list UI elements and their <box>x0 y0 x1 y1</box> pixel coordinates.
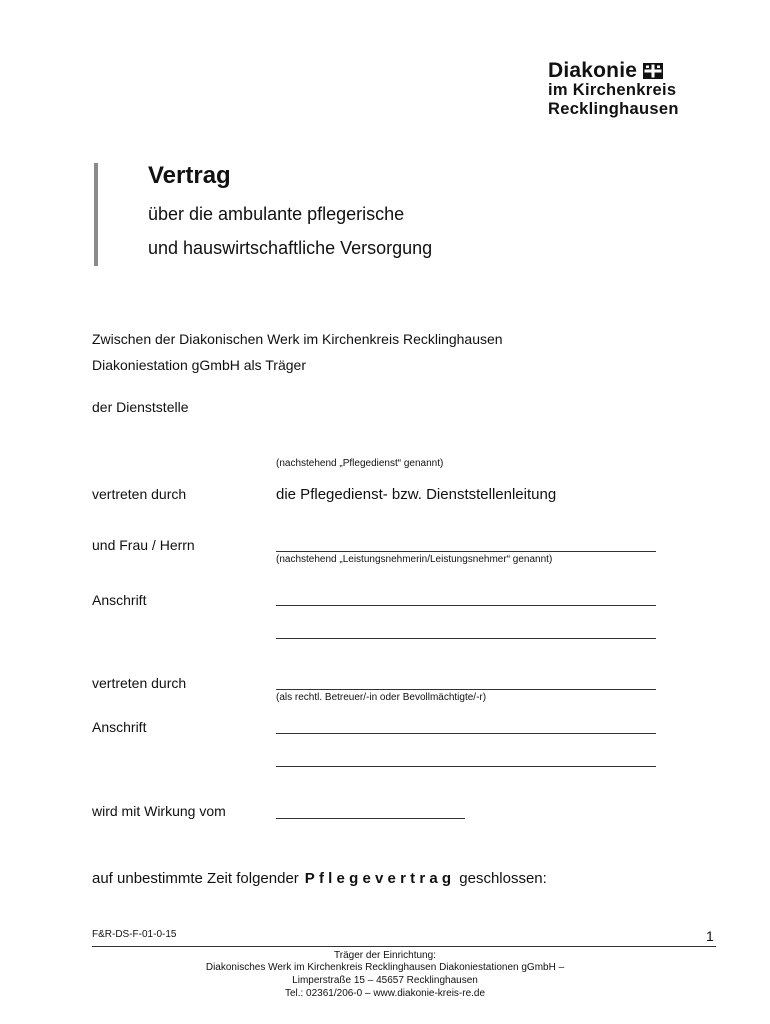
diakonie-cross-icon <box>643 63 663 79</box>
frau-herrn-label: und Frau / Herrn <box>92 537 195 553</box>
footer-divider <box>92 946 716 947</box>
footer-line-1: Träger der Einrichtung: <box>334 950 436 961</box>
document-subtitle-1: über die ambulante pflegerische <box>148 204 405 224</box>
anschrift-label: Anschrift <box>92 592 147 608</box>
closing-prefix: auf unbestimmte Zeit folgender <box>92 870 299 887</box>
diakonie-logo <box>548 60 679 119</box>
page-number: 1 <box>706 928 714 944</box>
intro-line-1: Zwischen der Diakonischen Werk im Kirchenkreis Recklinghausen <box>92 331 503 347</box>
logo-line-1: Diakonie <box>548 59 638 82</box>
closing-sentence <box>92 870 547 887</box>
vertreten2-label: vertreten durch <box>92 675 187 691</box>
document-title: Vertrag <box>148 162 231 189</box>
document-subtitle-2: und hauswirtschaftliche Versorgung <box>148 238 433 258</box>
anschrift2-field-2[interactable] <box>276 766 656 767</box>
vertreten2-field[interactable] <box>276 689 656 690</box>
frau-herrn-note: (nachstehend „Leistungsnehmerin/Leistungsnehmer“ genannt) <box>276 554 553 565</box>
vertreten-label: vertreten durch <box>92 486 187 502</box>
anschrift2-label: Anschrift <box>92 719 147 735</box>
vertreten-value: die Pflegedienst- bzw. Dienststellenleitung <box>276 486 557 503</box>
anschrift2-field-1[interactable] <box>276 733 656 734</box>
intro-line-2: Diakoniestation gGmbH als Träger <box>92 357 306 373</box>
footer-line-4: Tel.: 02361/206-0 – www.diakonie-kreis-re.de <box>284 988 486 999</box>
closing-emphasis: Pflegevertrag <box>304 870 456 887</box>
anschrift-field-2[interactable] <box>276 638 656 639</box>
anschrift-field-1[interactable] <box>276 605 656 606</box>
logo-line-2: im Kirchenkreis <box>548 81 677 99</box>
footer-line-2: Diakonisches Werk im Kirchenkreis Recklinghausen Diakoniestationen gGmbH – <box>205 962 565 973</box>
wirkung-date-field[interactable] <box>276 818 465 819</box>
wirkung-label: wird mit Wirkung vom <box>92 803 226 819</box>
footer-line-3: Limperstraße 15 – 45657 Recklinghausen <box>292 975 478 986</box>
title-accent-bar <box>94 163 98 266</box>
pflegedienst-note: (nachstehend „Pflegedienst“ genannt) <box>276 458 444 469</box>
logo-line-3: Recklinghausen <box>548 100 679 118</box>
closing-suffix: geschlossen: <box>459 870 547 887</box>
dienststelle-label: der Dienststelle <box>92 399 189 415</box>
vertreten2-note: (als rechtl. Betreuer/-in oder Bevollmächtigte/-r) <box>276 692 487 703</box>
document-code: F&R-DS-F-01-0-15 <box>92 929 177 940</box>
frau-herrn-field[interactable] <box>276 551 656 552</box>
